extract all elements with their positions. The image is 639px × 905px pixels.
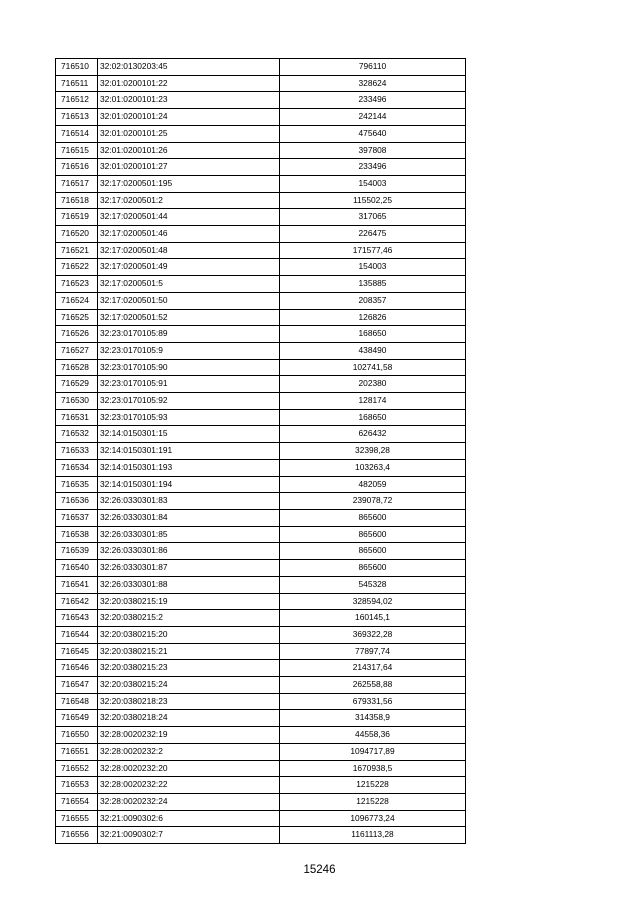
row-id-cell: 716523 <box>56 276 98 293</box>
table-row <box>56 192 466 209</box>
row-id-cell: 716556 <box>56 827 98 844</box>
row-id-cell: 716517 <box>56 175 98 192</box>
value-cell: 226475 <box>280 226 466 243</box>
value-cell: 626432 <box>280 426 466 443</box>
table-row <box>56 626 466 643</box>
value-cell: 77897,74 <box>280 643 466 660</box>
row-id-cell: 716547 <box>56 677 98 694</box>
value-cell: 438490 <box>280 342 466 359</box>
row-id-cell: 716525 <box>56 309 98 326</box>
table-row <box>56 509 466 526</box>
cadastral-number-cell: 32:26:0330301:87 <box>98 560 280 577</box>
table-row <box>56 59 466 76</box>
row-id-cell: 716553 <box>56 777 98 794</box>
row-id-cell: 716545 <box>56 643 98 660</box>
table-row <box>56 677 466 694</box>
cadastral-number-cell: 32:20:0380215:2 <box>98 610 280 627</box>
page-number: 15246 <box>303 864 336 876</box>
row-id-cell: 716536 <box>56 493 98 510</box>
table-row <box>56 276 466 293</box>
cadastral-number-cell: 32:23:0170105:9 <box>98 342 280 359</box>
row-id-cell: 716516 <box>56 159 98 176</box>
row-id-cell: 716555 <box>56 810 98 827</box>
table-row <box>56 459 466 476</box>
table-row <box>56 142 466 159</box>
table-row <box>56 209 466 226</box>
cadastral-number-cell: 32:28:0020232:2 <box>98 743 280 760</box>
row-id-cell: 716514 <box>56 125 98 142</box>
value-cell: 154003 <box>280 259 466 276</box>
row-id-cell: 716538 <box>56 526 98 543</box>
table-row <box>56 710 466 727</box>
table-row <box>56 760 466 777</box>
table-row <box>56 827 466 844</box>
cadastral-number-cell: 32:17:0200501:50 <box>98 292 280 309</box>
row-id-cell: 716548 <box>56 693 98 710</box>
row-id-cell: 716541 <box>56 576 98 593</box>
value-cell: 168650 <box>280 326 466 343</box>
cadastral-number-cell: 32:20:0380215:19 <box>98 593 280 610</box>
row-id-cell: 716552 <box>56 760 98 777</box>
row-id-cell: 716542 <box>56 593 98 610</box>
value-cell: 262558,88 <box>280 677 466 694</box>
value-cell: 214317,64 <box>280 660 466 677</box>
table-row <box>56 660 466 677</box>
value-cell: 171577,46 <box>280 242 466 259</box>
row-id-cell: 716511 <box>56 75 98 92</box>
cadastral-number-cell: 32:14:0150301:15 <box>98 426 280 443</box>
value-cell: 233496 <box>280 92 466 109</box>
value-cell: 208357 <box>280 292 466 309</box>
table-row <box>56 259 466 276</box>
value-cell: 1215228 <box>280 793 466 810</box>
table-row <box>56 92 466 109</box>
table-row <box>56 125 466 142</box>
value-cell: 239078,72 <box>280 493 466 510</box>
cadastral-number-cell: 32:17:0200501:46 <box>98 226 280 243</box>
table-row <box>56 810 466 827</box>
value-cell: 679331,56 <box>280 693 466 710</box>
table-row <box>56 393 466 410</box>
row-id-cell: 716512 <box>56 92 98 109</box>
row-id-cell: 716530 <box>56 393 98 410</box>
table-row <box>56 426 466 443</box>
cadastral-number-cell: 32:17:0200501:5 <box>98 276 280 293</box>
row-id-cell: 716521 <box>56 242 98 259</box>
value-cell: 317065 <box>280 209 466 226</box>
value-cell: 115502,25 <box>280 192 466 209</box>
value-cell: 865600 <box>280 560 466 577</box>
value-cell: 233496 <box>280 159 466 176</box>
cadastral-number-cell: 32:17:0200501:49 <box>98 259 280 276</box>
value-cell: 168650 <box>280 409 466 426</box>
cadastral-number-cell: 32:01:0200101:26 <box>98 142 280 159</box>
value-cell: 160145,1 <box>280 610 466 627</box>
value-cell: 44558,36 <box>280 727 466 744</box>
cadastral-number-cell: 32:17:0200501:52 <box>98 309 280 326</box>
cadastral-number-cell: 32:01:0200101:27 <box>98 159 280 176</box>
cadastral-number-cell: 32:20:0380215:24 <box>98 677 280 694</box>
cadastral-number-cell: 32:26:0330301:85 <box>98 526 280 543</box>
cadastral-number-cell: 32:20:0380218:23 <box>98 693 280 710</box>
cadastral-number-cell: 32:02:0130203:45 <box>98 59 280 76</box>
row-id-cell: 716533 <box>56 443 98 460</box>
cadastral-number-cell: 32:28:0020232:19 <box>98 727 280 744</box>
row-id-cell: 716528 <box>56 359 98 376</box>
row-id-cell: 716532 <box>56 426 98 443</box>
value-cell: 1161113,28 <box>280 827 466 844</box>
value-cell: 32398,28 <box>280 443 466 460</box>
table-row <box>56 359 466 376</box>
cadastral-number-cell: 32:01:0200101:22 <box>98 75 280 92</box>
row-id-cell: 716546 <box>56 660 98 677</box>
cadastral-number-cell: 32:17:0200501:48 <box>98 242 280 259</box>
value-cell: 369322,28 <box>280 626 466 643</box>
cadastral-number-cell: 32:17:0200501:44 <box>98 209 280 226</box>
value-cell: 475640 <box>280 125 466 142</box>
row-id-cell: 716510 <box>56 59 98 76</box>
row-id-cell: 716544 <box>56 626 98 643</box>
row-id-cell: 716549 <box>56 710 98 727</box>
cadastral-number-cell: 32:23:0170105:89 <box>98 326 280 343</box>
cadastral-number-cell: 32:28:0020232:22 <box>98 777 280 794</box>
value-cell: 865600 <box>280 526 466 543</box>
table-row <box>56 526 466 543</box>
table-row <box>56 342 466 359</box>
row-id-cell: 716513 <box>56 109 98 126</box>
cadastral-number-cell: 32:01:0200101:25 <box>98 125 280 142</box>
cadastral-number-cell: 32:01:0200101:23 <box>98 92 280 109</box>
records-body <box>56 59 466 844</box>
value-cell: 128174 <box>280 393 466 410</box>
table-row <box>56 693 466 710</box>
row-id-cell: 716554 <box>56 793 98 810</box>
cadastral-number-cell: 32:28:0020232:24 <box>98 793 280 810</box>
value-cell: 1096773,24 <box>280 810 466 827</box>
row-id-cell: 716518 <box>56 192 98 209</box>
table-row <box>56 777 466 794</box>
value-cell: 397808 <box>280 142 466 159</box>
cadastral-number-cell: 32:26:0330301:88 <box>98 576 280 593</box>
value-cell: 328594,02 <box>280 593 466 610</box>
table-row <box>56 376 466 393</box>
row-id-cell: 716519 <box>56 209 98 226</box>
row-id-cell: 716529 <box>56 376 98 393</box>
cadastral-number-cell: 32:14:0150301:193 <box>98 459 280 476</box>
cadastral-number-cell: 32:21:0090302:7 <box>98 827 280 844</box>
table-row <box>56 593 466 610</box>
table-row <box>56 643 466 660</box>
value-cell: 865600 <box>280 509 466 526</box>
value-cell: 242144 <box>280 109 466 126</box>
cadastral-number-cell: 32:20:0380215:21 <box>98 643 280 660</box>
table-row <box>56 309 466 326</box>
table-row <box>56 326 466 343</box>
table-row <box>56 743 466 760</box>
value-cell: 202380 <box>280 376 466 393</box>
cadastral-number-cell: 32:01:0200101:24 <box>98 109 280 126</box>
cadastral-number-cell: 32:28:0020232:20 <box>98 760 280 777</box>
table-row <box>56 576 466 593</box>
row-id-cell: 716550 <box>56 727 98 744</box>
row-id-cell: 716526 <box>56 326 98 343</box>
cadastral-number-cell: 32:17:0200501:195 <box>98 175 280 192</box>
value-cell: 328624 <box>280 75 466 92</box>
table-row <box>56 75 466 92</box>
row-id-cell: 716524 <box>56 292 98 309</box>
table-row <box>56 610 466 627</box>
cadastral-number-cell: 32:14:0150301:191 <box>98 443 280 460</box>
table-row <box>56 727 466 744</box>
value-cell: 1094717,89 <box>280 743 466 760</box>
value-cell: 102741,58 <box>280 359 466 376</box>
value-cell: 865600 <box>280 543 466 560</box>
value-cell: 154003 <box>280 175 466 192</box>
cadastral-number-cell: 32:20:0380218:24 <box>98 710 280 727</box>
table-row <box>56 242 466 259</box>
row-id-cell: 716527 <box>56 342 98 359</box>
row-id-cell: 716537 <box>56 509 98 526</box>
value-cell: 1670938,5 <box>280 760 466 777</box>
cadastral-number-cell: 32:20:0380215:23 <box>98 660 280 677</box>
row-id-cell: 716515 <box>56 142 98 159</box>
row-id-cell: 716522 <box>56 259 98 276</box>
value-cell: 135885 <box>280 276 466 293</box>
table-row <box>56 109 466 126</box>
cadastral-number-cell: 32:23:0170105:93 <box>98 409 280 426</box>
value-cell: 126826 <box>280 309 466 326</box>
row-id-cell: 716543 <box>56 610 98 627</box>
cadastral-number-cell: 32:26:0330301:83 <box>98 493 280 510</box>
row-id-cell: 716520 <box>56 226 98 243</box>
cadastral-number-cell: 32:23:0170105:92 <box>98 393 280 410</box>
table-row <box>56 543 466 560</box>
value-cell: 796110 <box>280 59 466 76</box>
cadastral-number-cell: 32:21:0090302:6 <box>98 810 280 827</box>
cadastral-number-cell: 32:14:0150301:194 <box>98 476 280 493</box>
value-cell: 103263,4 <box>280 459 466 476</box>
cadastral-number-cell: 32:23:0170105:91 <box>98 376 280 393</box>
cadastral-number-cell: 32:23:0170105:90 <box>98 359 280 376</box>
row-id-cell: 716551 <box>56 743 98 760</box>
table-row <box>56 292 466 309</box>
table-row <box>56 409 466 426</box>
table-row <box>56 560 466 577</box>
value-cell: 314358,9 <box>280 710 466 727</box>
table-row <box>56 793 466 810</box>
records-table <box>55 58 466 844</box>
row-id-cell: 716535 <box>56 476 98 493</box>
table-row <box>56 443 466 460</box>
value-cell: 482059 <box>280 476 466 493</box>
table-row <box>56 493 466 510</box>
cadastral-number-cell: 32:26:0330301:84 <box>98 509 280 526</box>
value-cell: 545328 <box>280 576 466 593</box>
row-id-cell: 716531 <box>56 409 98 426</box>
row-id-cell: 716534 <box>56 459 98 476</box>
cadastral-number-cell: 32:26:0330301:86 <box>98 543 280 560</box>
value-cell: 1215228 <box>280 777 466 794</box>
table-row <box>56 476 466 493</box>
cadastral-number-cell: 32:17:0200501:2 <box>98 192 280 209</box>
row-id-cell: 716539 <box>56 543 98 560</box>
row-id-cell: 716540 <box>56 560 98 577</box>
table-row <box>56 159 466 176</box>
cadastral-number-cell: 32:20:0380215:20 <box>98 626 280 643</box>
table-row <box>56 175 466 192</box>
table-row <box>56 226 466 243</box>
